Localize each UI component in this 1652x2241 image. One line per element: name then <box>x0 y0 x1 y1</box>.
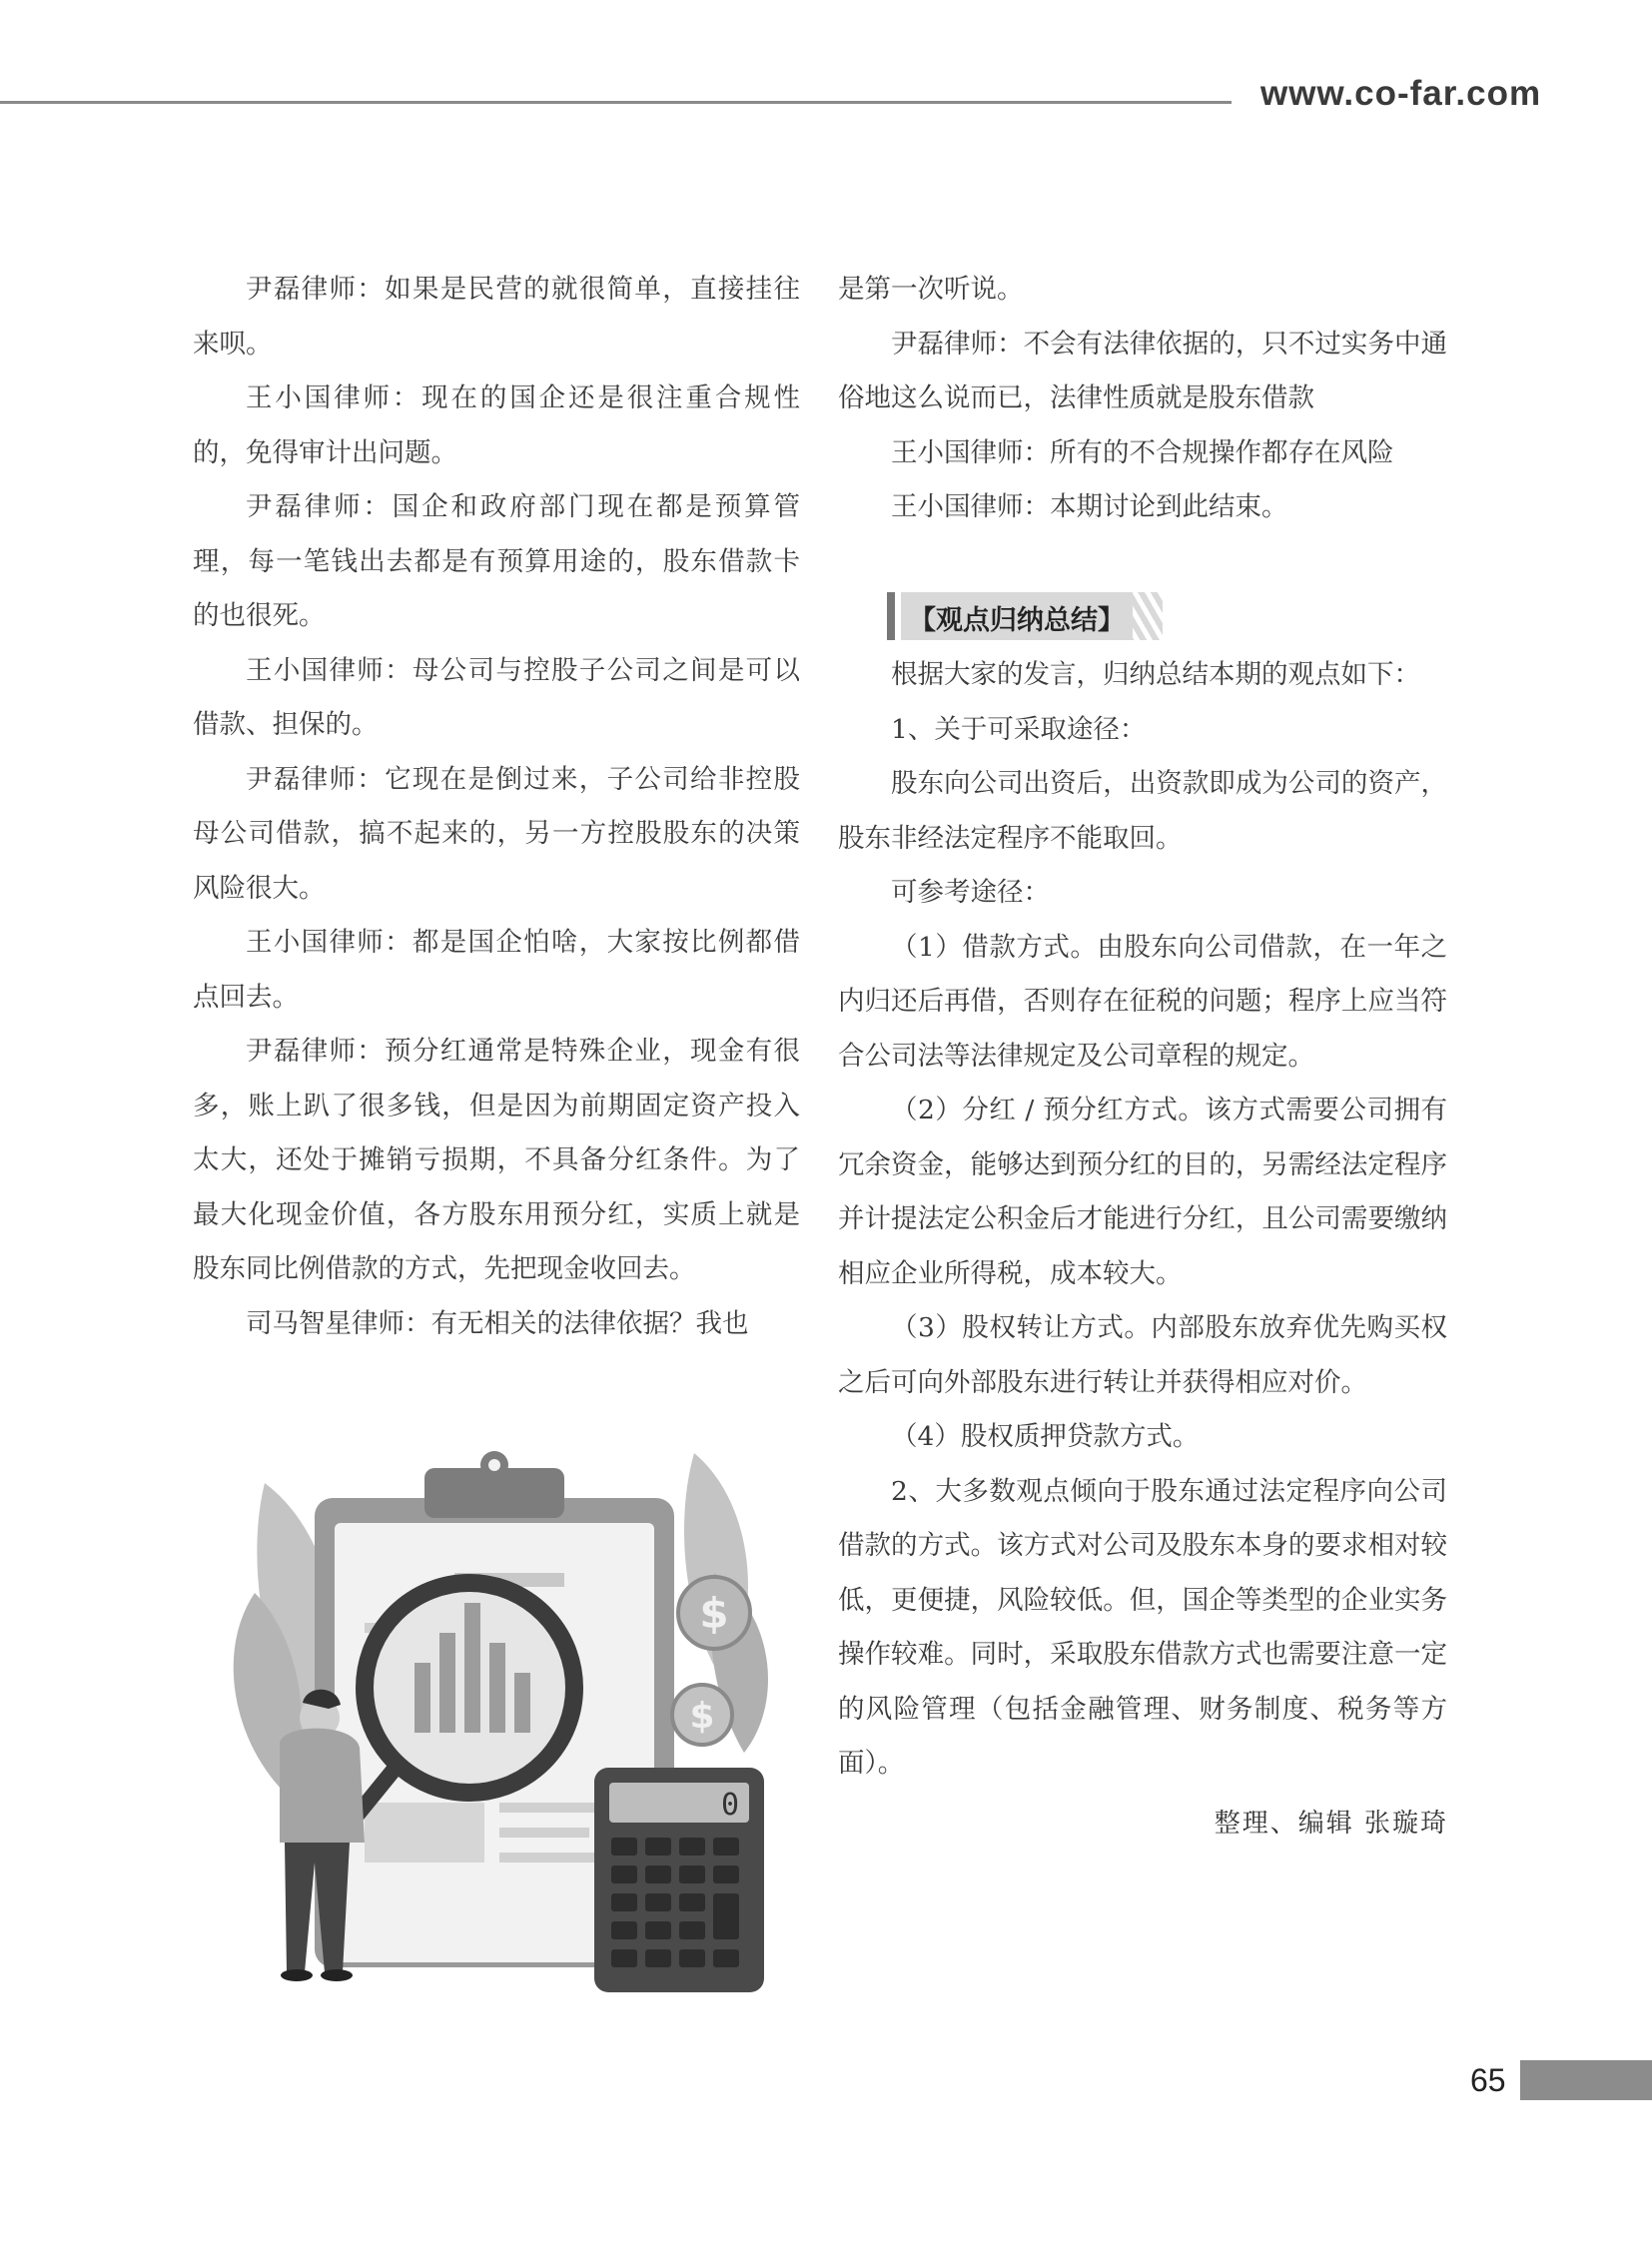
section-heading <box>887 587 1152 645</box>
doc-chart-box <box>365 1803 484 1863</box>
section-heading-label: 【观点归纳总结】 <box>909 605 1125 636</box>
finance-illustration <box>225 1423 784 1997</box>
doc-line <box>499 1803 609 1813</box>
paragraph: 王小国律师：现在的国企还是很注重合规性的，免得审计出问题。 <box>193 382 800 468</box>
page-tab <box>1520 2060 1652 2100</box>
paragraph: 尹磊律师：它现在是倒过来，子公司给非控股母公司借款，搞不起来的，另一方控股股东的决策风险很大。 <box>193 763 800 904</box>
paragraph: 王小国律师：母公司与控股子公司之间是可以借款、担保的。 <box>193 654 800 740</box>
header-rule <box>0 101 1232 104</box>
left-column <box>193 263 800 1351</box>
bar-mark <box>439 1633 455 1733</box>
paragraph: 司马智星律师：有无相关的法律依据？我也 <box>246 1307 749 1339</box>
bar-mark <box>514 1673 530 1733</box>
bar-mark <box>464 1603 480 1733</box>
paragraph: （4）股权质押贷款方式。 <box>891 1421 1200 1452</box>
page-number: 65 <box>1470 2062 1506 2098</box>
paragraph: 根据大家的发言，归纳总结本期的观点如下： <box>891 659 1420 690</box>
paragraph: 可参考途径： <box>891 877 1050 908</box>
bar-mark <box>414 1663 430 1733</box>
doc-line <box>499 1828 589 1838</box>
paragraph: 股东向公司出资后，出资款即成为公司的资产，股东非经法定程序不能取回。 <box>838 768 1447 854</box>
paragraph: 尹磊律师：不会有法律依据的，只不过实务中通俗地这么说而已，法律性质就是股东借款 <box>838 328 1447 413</box>
paragraph: 王小国律师：所有的不合规操作都存在风险 <box>891 436 1394 468</box>
site-url: www.co-far.com <box>1260 74 1542 113</box>
paragraph: 尹磊律师：预分红通常是特殊企业，现金有很多，账上趴了很多钱，但是因为前期固定资产投入太大，还处于摊销亏损期，不具备分红条件。为了最大化现金价值，各方股东用预分红，实质上就是股东同比例借款的方式，先把现金收回去。 <box>193 1036 800 1284</box>
section-heading-bar <box>887 592 895 640</box>
paragraph: （1）借款方式。由股东向公司借款，在一年之内归还后再借，否则存在征税的问题；程序上应当符合公司法等法律规定及公司章程的规定。 <box>838 931 1447 1072</box>
illustration-svg <box>225 1423 784 1997</box>
paragraph: 王小国律师：都是国企怕啥，大家按比例都借点回去。 <box>193 927 800 1013</box>
summary-column <box>838 648 1447 1792</box>
coin-symbol: $ <box>699 1589 729 1638</box>
paragraph: 尹磊律师：国企和政府部门现在都是预算管理，每一笔钱出去都是有预算用途的，股东借款卡的也很死。 <box>193 491 800 631</box>
paragraph: （2）分红 / 预分红方式。该方式需要公司拥有冗余资金，能够达到预分红的目的，另需经法定程序并计提法定公积金后才能进行分红，且公司需要缴纳相应企业所得税，成本较大。 <box>838 1095 1447 1289</box>
bar-mark <box>489 1643 505 1733</box>
paragraph-continuation: 是第一次听说。 <box>838 274 1024 305</box>
coin-symbol: $ <box>689 1696 715 1737</box>
paragraph: 1、关于可采取途径： <box>891 713 1147 745</box>
paragraph: 王小国律师：本期讨论到此结束。 <box>891 491 1288 522</box>
paragraph: （3）股权转让方式。内部股东放弃优先购买权之后可向外部股东进行转让并获得相应对价。 <box>838 1312 1447 1398</box>
editor-credit: 整理、编辑 张璇琦 <box>1214 1809 1448 1839</box>
paragraph: 2、大多数观点倾向于股东通过法定程序向公司借款的方式。该方式对公司及股东本身的要求相对较低，更便捷，风险较低。但，国企等类型的企业实务操作较难。同时，采取股东借款方式也需要注意一定的风险管理（包括金融管理、财务制度、税务等方面）。 <box>838 1475 1447 1779</box>
doc-line <box>499 1853 599 1863</box>
calculator-display-value: 0 <box>720 1788 739 1823</box>
paragraph: 尹磊律师：如果是民营的就很简单，直接挂往来呗。 <box>193 274 800 360</box>
right-column-top <box>838 263 1447 535</box>
